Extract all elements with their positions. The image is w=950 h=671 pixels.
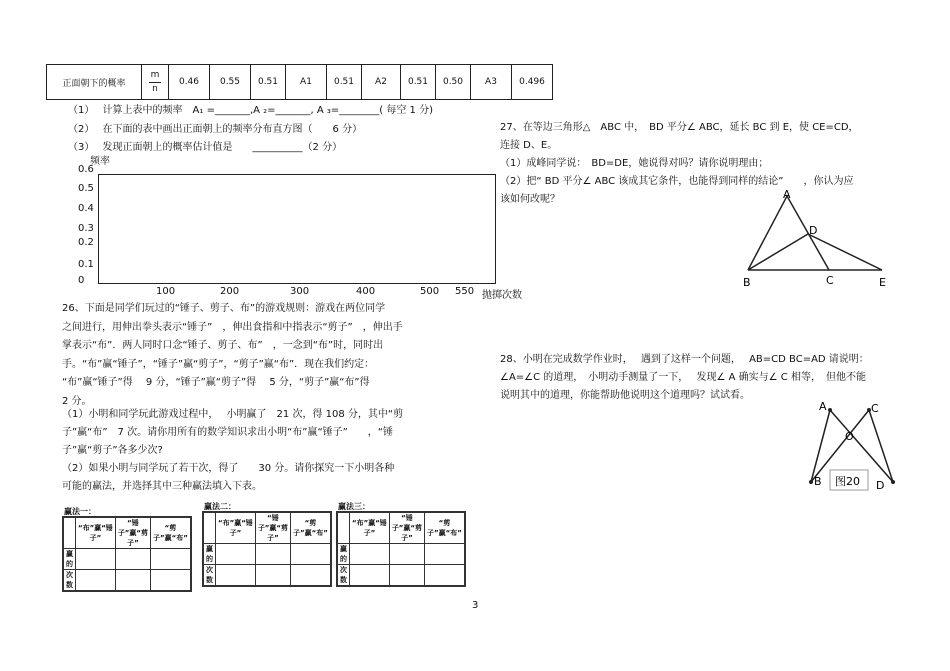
fig20-label-O: O: [845, 430, 854, 443]
win-table-cell: [425, 544, 465, 565]
win-table-cell: [389, 544, 424, 565]
q27-text-line: （2）把“ BD 平分∠ ABC 该成其它条件，也能得到同样的结论” ，你认为应: [500, 176, 854, 187]
freq-value-cell: 0.51: [327, 65, 362, 100]
win-table-cell: “剪子”赢“布”: [291, 512, 331, 544]
q26-part2-line: （2）如果小明与同学玩了若干次，得了 30 分。请你探究一下小明各种: [62, 463, 395, 474]
chart-plot-area: [98, 174, 496, 284]
win-table-cell: [76, 549, 116, 570]
win-table: [336, 511, 466, 587]
y-tick-label: 0.2: [78, 237, 94, 248]
triangle-figure-27: [738, 186, 888, 290]
win-table-cell: [255, 565, 290, 587]
win-table-cell: [350, 544, 390, 565]
y-tick-label: 0: [78, 275, 85, 286]
x-tick-label: 500: [420, 286, 440, 297]
y-tick-label: 0.1: [78, 259, 94, 270]
win-table-cell: “布”赢“锤子”: [76, 517, 116, 549]
win-table-cell: [216, 544, 256, 565]
win-table-cell: [63, 517, 76, 549]
q26-text-line: 26、下面是同学们玩过的“锤子、剪子、布”的游戏规则：游戏在两位同学: [62, 303, 386, 314]
win-table-title: 赢法三：: [338, 502, 370, 511]
q26-part2-line: 可能的赢法，并选择其中三种赢法填入下表。: [62, 481, 262, 492]
fig20-caption: 图20: [835, 475, 860, 488]
label-A: A: [783, 188, 791, 201]
label-C: C: [826, 274, 834, 287]
q26-text-line: “布”赢“锤子”得 9 分，“锤子”赢“剪子”得 5 分，“剪子”赢“布”得: [62, 377, 370, 388]
win-table-cell: 次数: [63, 570, 76, 592]
win-table-cell: [350, 565, 390, 587]
q26-text-line: 手。“布”赢“锤子”，“锤子”赢“剪子”，“剪子”赢“布”．现在我们约定：: [62, 358, 375, 370]
y-tick-label: 0.4: [78, 203, 94, 214]
q27-text-line: 27、在等边三角形△ ABC 中， BD 平分∠ ABC，延长 BC 到 E，使 CE=CD，: [500, 122, 859, 133]
question-2: （2） 在下面的表中画出正面朝上的频率分布直方图（ 6 分）: [68, 124, 363, 135]
win-table-cell: 赢的: [203, 544, 216, 565]
chart-xlabel: 抛掷次数: [482, 290, 522, 301]
win-table-cell: [76, 570, 116, 592]
fraction-m-n: $\frac{m}{n}$: [150, 69, 160, 94]
freq-value-cell: A3: [471, 65, 512, 100]
freq-value-cell: 0.46: [169, 65, 210, 100]
q26-text-line: 掌表示“布”．两人同时口念“锤子、剪子、布” ，一念到“布”时，同时出: [62, 340, 384, 351]
q26-text-line: 2 分。: [62, 395, 92, 407]
q27-text-line: （1）成峰同学说： BD=DE，她说得对吗？请你说明理由；: [500, 158, 769, 169]
freq-value-cell: A2: [362, 65, 401, 100]
win-table-title: 赢法一：: [64, 507, 96, 516]
label-E: E: [879, 276, 886, 289]
win-table-cell: [337, 512, 350, 544]
freq-value-cell: 0.50: [436, 65, 471, 100]
fig20-label-A: A: [819, 400, 827, 413]
freq-value-cell: 0.51: [251, 65, 286, 100]
win-table-cell: 赢的: [337, 544, 350, 565]
x-tick-label: 400: [356, 286, 376, 297]
q26-part1-line: 子”赢“剪子”各多少次?: [62, 445, 163, 456]
win-table: [62, 516, 192, 592]
x-tick-label: 300: [290, 286, 310, 297]
question-3: （3） 发现正面朝上的概率估计值是 __________（2 分）: [68, 142, 343, 153]
win-table-cell: 次数: [337, 565, 350, 587]
win-table: [202, 511, 332, 587]
win-table-cell: “锤子”赢“剪子”: [115, 517, 150, 549]
fig20-label-B: B: [814, 475, 822, 488]
win-table-title: 赢法二：: [204, 502, 236, 511]
freq-value-cell: A1: [286, 65, 327, 100]
freq-value-cell: 0.55: [210, 65, 251, 100]
win-table-cell: “布”赢“锤子”: [216, 512, 256, 544]
question-1: （1） 计算上表中的频率 A₁ =_______,A ₂=_______, A ₃=________( 每空 1 分): [68, 105, 433, 116]
y-tick-label: 0.6: [78, 164, 94, 175]
page-number: 3: [472, 600, 479, 611]
q26-part1-line: （1）小明和同学玩此游戏过程中， 小明赢了 21 次，得 108 分，其中“剪: [62, 409, 404, 420]
fraction-cell: [142, 65, 169, 100]
win-table-cell: [115, 549, 150, 570]
win-table-cell: [389, 565, 424, 587]
x-tick-label: 550: [455, 286, 475, 297]
label-B: B: [743, 276, 751, 289]
fig20-label-D: D: [876, 479, 885, 492]
win-table-cell: [291, 565, 331, 587]
win-table-cell: 赢的: [63, 549, 76, 570]
freq-value-cell: 0.51: [401, 65, 436, 100]
win-table-cell: “剪子”赢“布”: [425, 512, 465, 544]
win-table-cell: “布”赢“锤子”: [350, 512, 390, 544]
win-table-cell: [203, 512, 216, 544]
x-tick-label: 100: [156, 286, 176, 297]
q27-text-line: 该如何改呢？: [500, 194, 560, 205]
q28-text-line: 说明其中的道理，你能帮助他说明这个道理吗？试试看。: [500, 390, 750, 401]
win-table-cell: [115, 570, 150, 592]
chart-ylabel: 频率: [90, 156, 110, 167]
win-table-cell: [291, 544, 331, 565]
win-table-cell: [425, 565, 465, 587]
win-table-cell: [151, 570, 191, 592]
fig20-label-C: C: [871, 402, 879, 415]
frequency-table: [46, 64, 553, 100]
q28-text-line: 28、小明在完成数学作业时， 遇到了这样一个问题， AB=CD BC=AD 请说明：: [500, 354, 869, 365]
win-table-cell: “锤子”赢“剪子”: [389, 512, 424, 544]
q26-part1-line: 子”赢“布” 7 次。请你用所有的数学知识求出小明“布”赢“锤子” ，“锤: [62, 427, 393, 438]
q28-text-line: ∠A=∠C 的道理， 小明动手测量了一下， 发现∠ A 确实与∠ C 相等， 但他不能: [500, 372, 866, 383]
freq-value-cell: 0.496: [512, 65, 553, 100]
y-tick-label: 0.3: [78, 223, 94, 234]
y-tick-label: 0.5: [78, 183, 94, 194]
x-tick-label: 200: [220, 286, 240, 297]
win-table-cell: [216, 565, 256, 587]
win-table-cell: “锤子”赢“剪子”: [255, 512, 290, 544]
freq-label-cell: 正面朝下的概率: [47, 65, 142, 100]
win-table-cell: 次数: [203, 565, 216, 587]
win-table-cell: [151, 549, 191, 570]
figure-20: [805, 398, 905, 494]
win-table-cell: “剪子”赢“布”: [151, 517, 191, 549]
q27-text-line: 连接 D、E。: [500, 140, 558, 151]
win-table-cell: [255, 544, 290, 565]
label-D: D: [809, 224, 818, 237]
q26-text-line: 之间进行，用伸出拳头表示“锤子” ，伸出食指和中指表示“剪子” ，伸出手: [62, 321, 403, 333]
